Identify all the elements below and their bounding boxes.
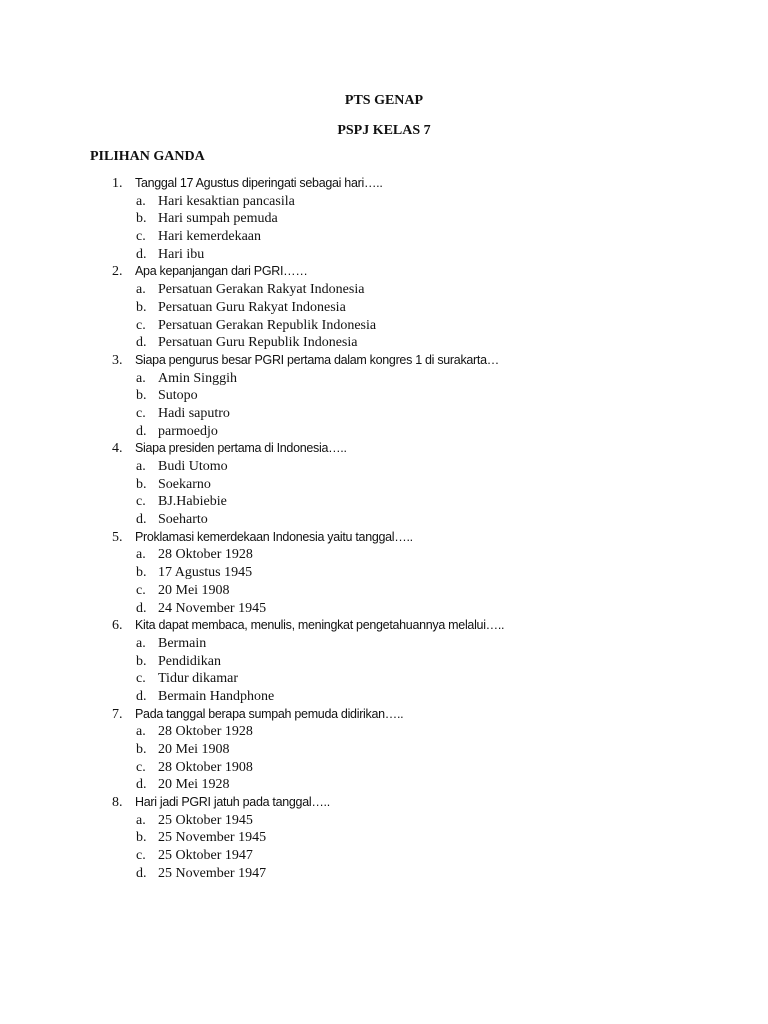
question-text: Siapa pengurus besar PGRI pertama dalam kongres 1 di surakarta… <box>135 352 499 367</box>
option-b: b. Persatuan Guru Rakyat Indonesia <box>136 299 346 315</box>
question-2 <box>0 263 768 351</box>
option-list <box>0 281 768 352</box>
option-c: c. 25 Oktober 1947 <box>136 848 253 864</box>
question-4 <box>0 440 768 528</box>
question-7 <box>0 706 768 794</box>
question-5 <box>0 529 768 617</box>
section-heading: PILIHAN GANDA <box>90 149 205 164</box>
option-list <box>0 370 768 441</box>
option-d: d. 20 Mei 1928 <box>136 777 230 793</box>
option-a: a. Amin Singgih <box>136 370 237 386</box>
option-list <box>0 193 768 264</box>
question-number: 2. <box>112 264 123 280</box>
question-6 <box>0 617 768 705</box>
option-b: b. 25 November 1945 <box>136 830 267 846</box>
option-c: c. 28 Oktober 1908 <box>136 759 253 775</box>
option-b: b. Sutopo <box>136 388 198 404</box>
question-number: 1. <box>112 176 123 191</box>
option-a: a. 28 Oktober 1928 <box>136 724 253 740</box>
question-text: Pada tanggal berapa sumpah pemuda didirikan….. <box>135 706 404 721</box>
question-number: 8. <box>112 795 123 811</box>
question-number: 5. <box>112 529 123 545</box>
option-list <box>0 458 768 529</box>
option-b: b. Soekarno <box>136 476 211 492</box>
question-text: Tanggal 17 Agustus diperingati sebagai hari….. <box>135 176 383 190</box>
question-text: Siapa presiden pertama di Indonesia….. <box>135 441 347 456</box>
option-list <box>0 723 768 794</box>
option-c: c. Persatuan Gerakan Republik Indonesia <box>136 317 377 333</box>
option-b: b. 17 Agustus 1945 <box>136 565 253 581</box>
option-d: d. Bermain Handphone <box>136 688 275 704</box>
document-title: PTS GENAP <box>344 93 424 108</box>
option-d: d. Soeharto <box>136 512 208 528</box>
question-8 <box>0 794 768 882</box>
option-d: d. Persatuan Guru Republik Indonesia <box>136 335 358 351</box>
option-a: a. 28 Oktober 1928 <box>136 547 253 563</box>
option-list <box>0 635 768 706</box>
question-number: 4. <box>112 441 123 457</box>
option-c: c. Hadi saputro <box>136 405 230 421</box>
option-d: d. 24 November 1945 <box>136 600 267 616</box>
option-b: b. 20 Mei 1908 <box>136 742 230 757</box>
question-1 <box>0 175 768 263</box>
question-text: Hari jadi PGRI jatuh pada tanggal….. <box>135 795 330 810</box>
question-number: 3. <box>112 352 123 368</box>
option-c: c. 20 Mei 1908 <box>136 582 230 598</box>
option-a: a. Hari kesaktian pancasila <box>136 193 295 209</box>
question-text: Proklamasi kemerdekaan Indonesia yaitu tanggal….. <box>135 529 413 544</box>
option-list <box>0 546 768 617</box>
option-c: c. BJ.Habiebie <box>136 494 227 510</box>
question-text: Kita dapat membaca, menulis, meningkat pengetahuannya melalui….. <box>135 618 505 633</box>
option-c: c. Tidur dikamar <box>136 671 238 687</box>
question-list <box>0 175 768 883</box>
option-b: b. Pendidikan <box>136 653 221 669</box>
question-3 <box>0 352 768 440</box>
option-d: d. 25 November 1947 <box>136 865 267 881</box>
option-list <box>0 812 768 883</box>
option-a: a. Persatuan Gerakan Rakyat Indonesia <box>136 282 365 298</box>
option-a: a. 25 Oktober 1945 <box>136 812 253 828</box>
option-a: a. Budi Utomo <box>136 459 228 474</box>
option-a: a. Bermain <box>136 635 207 651</box>
option-b: b. Hari sumpah pemuda <box>136 211 278 227</box>
question-number: 6. <box>112 618 123 634</box>
option-d: d. Hari ibu <box>136 246 205 262</box>
document-subtitle: PSPJ KELAS 7 <box>337 123 431 138</box>
option-c: c. Hari kemerdekaan <box>136 229 261 245</box>
option-d: d. parmoedjo <box>136 423 218 439</box>
question-text: Apa kepanjangan dari PGRI…… <box>135 264 308 279</box>
question-number: 7. <box>112 706 123 722</box>
